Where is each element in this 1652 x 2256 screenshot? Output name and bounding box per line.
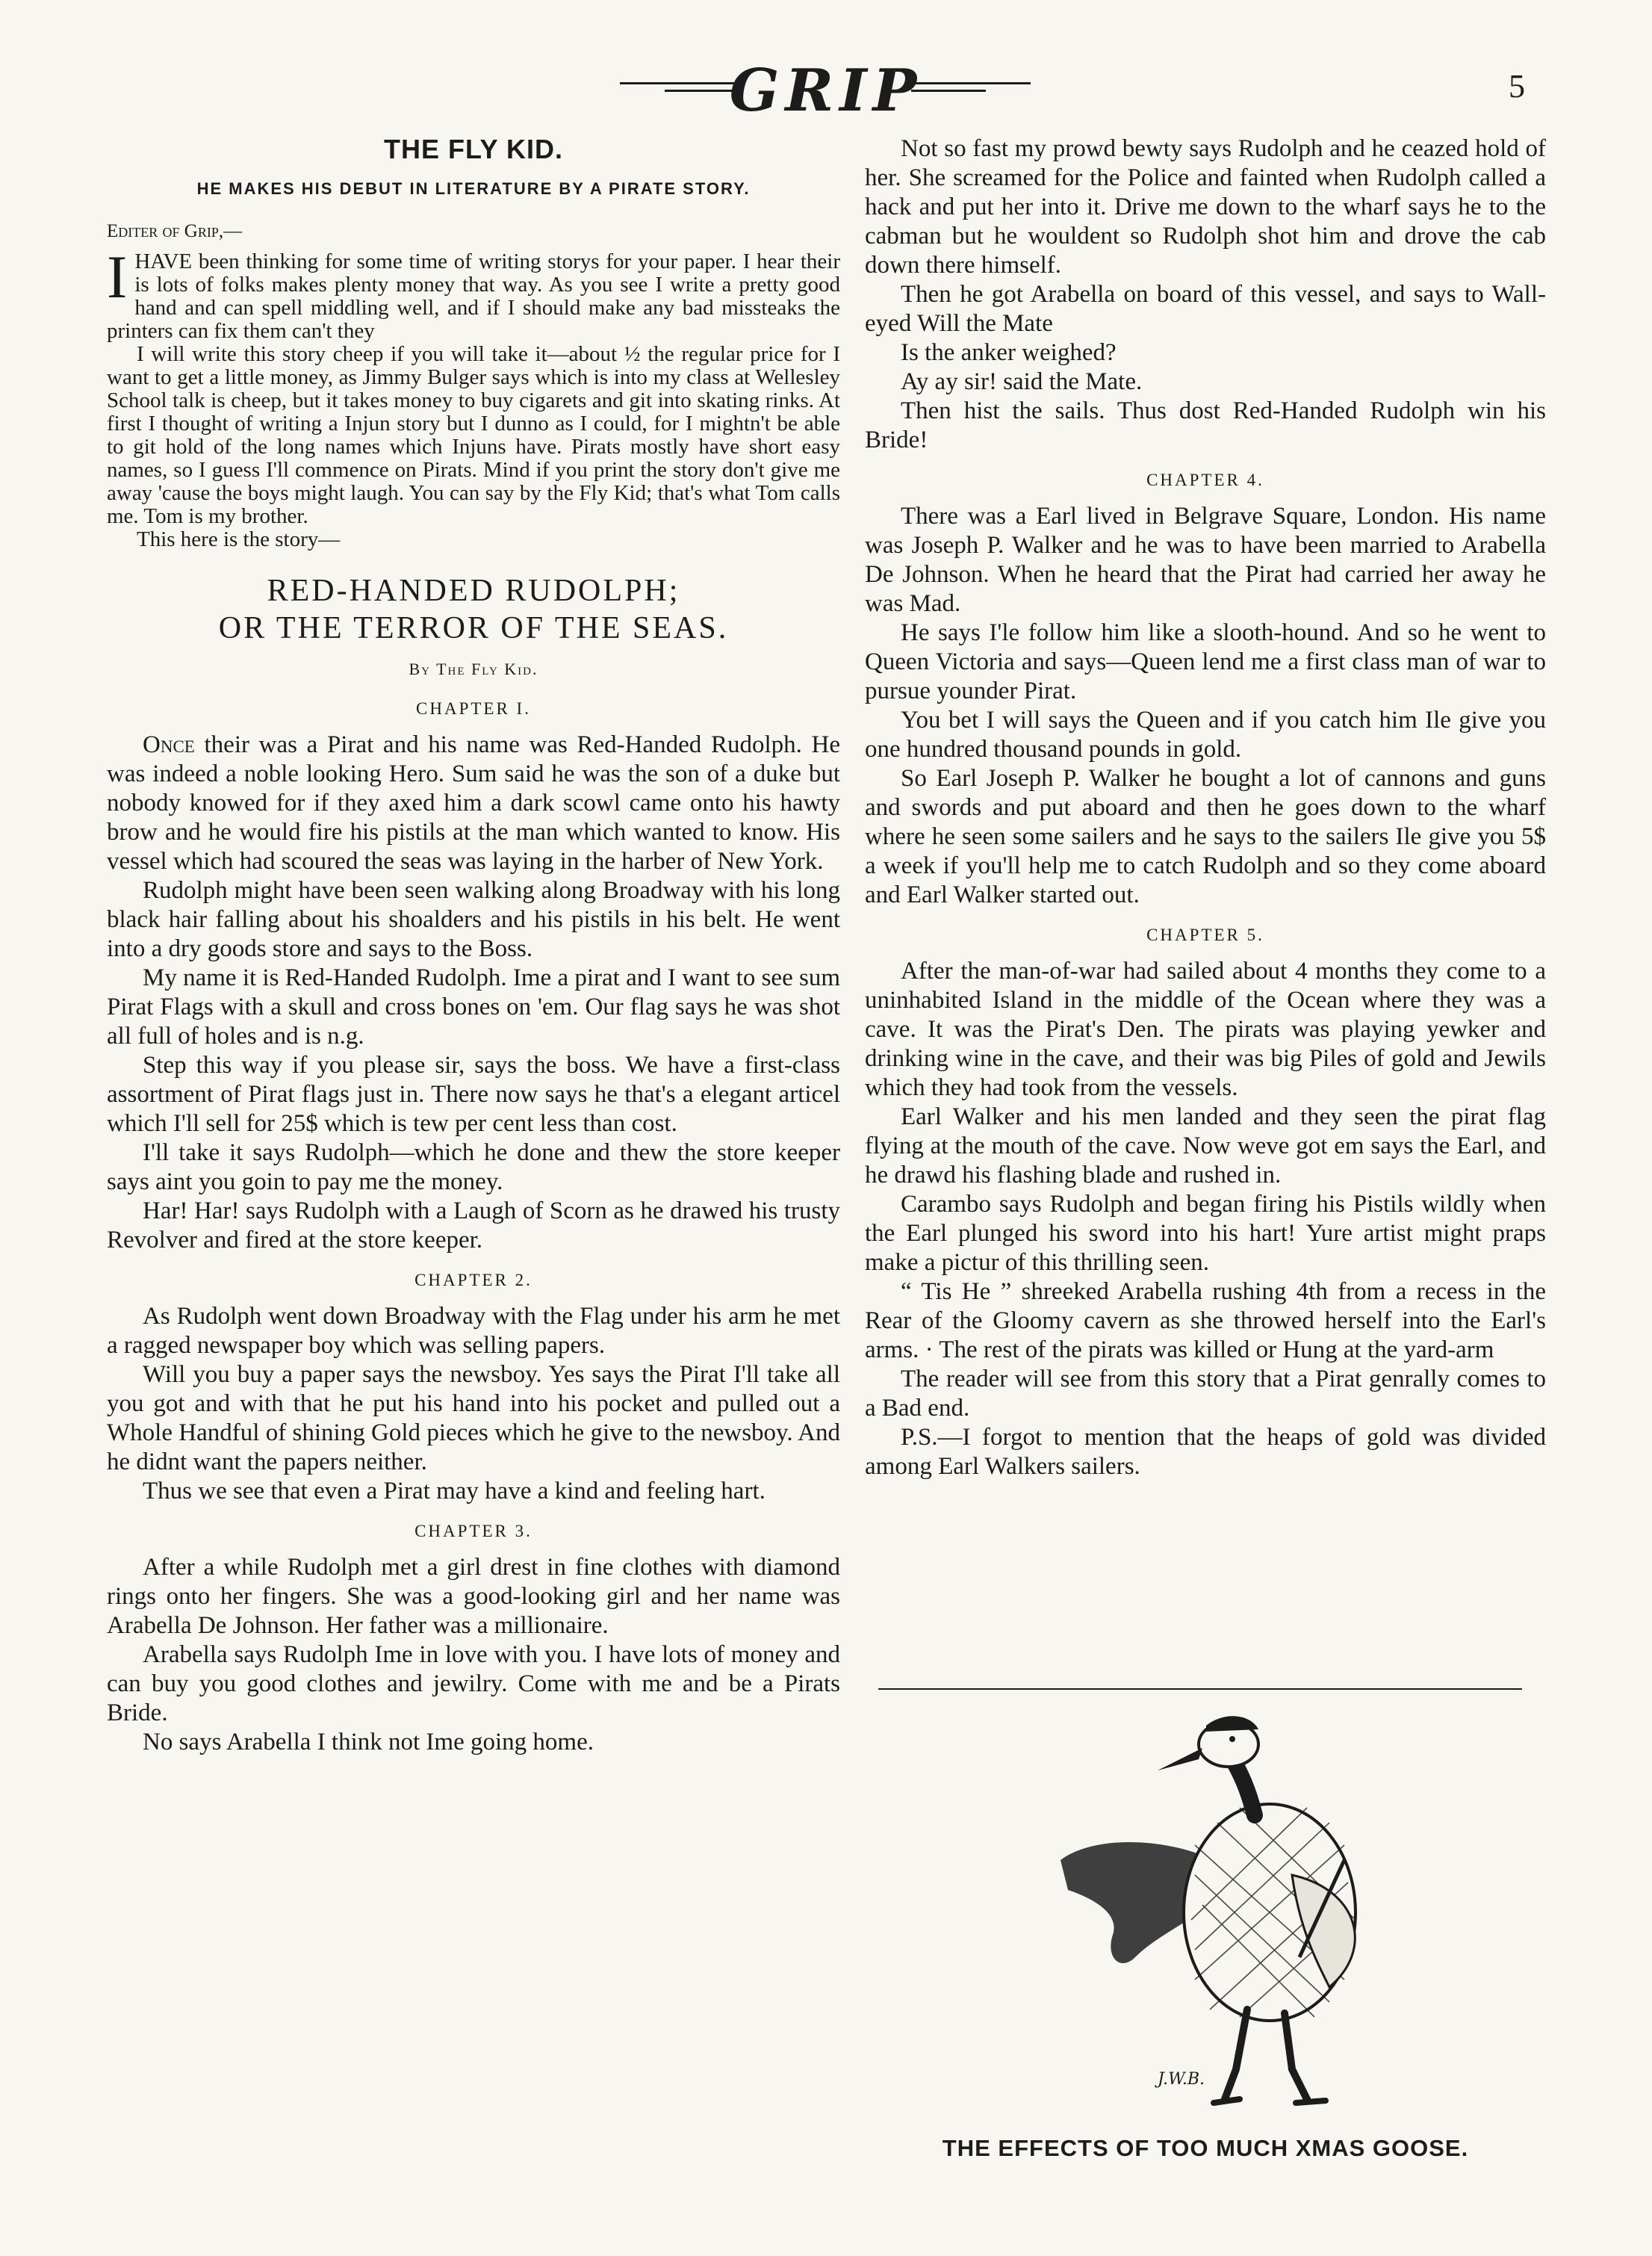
story-paragraph: Rudolph might have been seen walking along Broadway with his long black hair falling about his shoalders and his pistils in his belt. He went into a dry goods store and says to the Boss. — [107, 877, 840, 962]
letter — [107, 243, 840, 551]
goose-foot-left — [1214, 2099, 1240, 2103]
story-paragraph: Arabella says Rudolph Ime in love with you. I have lots of money and can buy you good clothes and jewilry. Come with me and be a Pirats Bride. — [107, 1641, 840, 1726]
artist-signature: J.W.B. — [1158, 2070, 1205, 2089]
chapter-heading: CHAPTER 3. — [414, 1522, 532, 1540]
goose-caricature-illustration — [1046, 1711, 1434, 2129]
story-paragraph: No says Arabella I think not Ime going home. — [143, 1729, 594, 1755]
story-paragraph: Carambo says Rudolph and began firing his Pistils wildly when the Earl plunged his sword into his hart! Yure artist might praps make a pictur of this thrilling seen. — [865, 1191, 1546, 1276]
story-paragraph: Ay ay sir! said the Mate. — [901, 368, 1143, 395]
masthead — [0, 52, 1652, 127]
letter-paragraph: This here is the story— — [137, 527, 341, 551]
story-paragraph: I'll take it says Rudolph—which he done and thew the store keeper says aint you goin to pay me the money. — [107, 1139, 840, 1195]
story-paragraph: Then hist the sails. Thus dost Red-Handed Rudolph win his Bride! — [865, 397, 1546, 453]
story-paragraph: Earl Walker and his men landed and they seen the pirat flag flying at the mouth of the cave. Now weve got em says the Earl, and he drawd his flashing blade and rushed in. — [865, 1103, 1546, 1189]
drop-cap: I — [107, 243, 128, 311]
left-column — [107, 134, 840, 1757]
goose-cap — [1206, 1716, 1258, 1732]
story-paragraph: So Earl Joseph P. Walker he bought a lot of cannons and guns and swords and put aboard and then he goes down to the wharf where he seen some sailers and he says to the sailers Ile give you 5$ a week if you'll help me to catch Rudolph and so they come aboard and Earl Walker started out. — [865, 765, 1546, 908]
article-title: THE FLY KID. — [383, 134, 564, 164]
chapter-heading: CHAPTER 4. — [1146, 471, 1264, 489]
story-paragraph: There was a Earl lived in Belgrave Square, London. His name was Joseph P. Walker and he was to have been married to Arabella De Johnson. When he heard that the Pirat had carried her away he was Mad. — [865, 503, 1546, 617]
story-paragraph: Not so fast my prowd bewty says Rudolph and he ceazed hold of her. She screamed for the Police and fainted when Rudolph called a hack and put her into it. Drive me down to the wharf says he to the cabman but he wouldent so Rudolph shot him and drove the cab down there himself. — [865, 135, 1546, 279]
salutation: Editer of Grip,— — [107, 221, 243, 241]
story-paragraph: Then he got Arabella on board of this vessel, and says to Wall-eyed Will the Mate — [865, 281, 1546, 337]
article-subtitle: HE MAKES HIS DEBUT IN LITERATURE BY A PIRATE STORY. — [196, 179, 751, 198]
goose-eye — [1229, 1736, 1235, 1742]
story-paragraph: Har! Har! says Rudolph with a Laugh of Scorn as he drawed his trusty Revolver and fired at the store keeper. — [107, 1197, 840, 1253]
story-paragraph: You bet I will says the Queen and if you catch him Ile give you one hundred thousand pounds in gold. — [865, 707, 1546, 763]
page-number: 5 — [1509, 68, 1525, 105]
story-paragraph: My name it is Red-Handed Rudolph. Ime a pirat and I want to see sum Pirat Flags with a skull and cross bones on 'em. Our flag says he was shot all full of holes and is n.g. — [107, 964, 840, 1050]
story-paragraph: Once their was a Pirat and his name was Red-Handed Rudolph. He was indeed a noble looking Hero. Sum said he was the son of a duke but nobody knowed for if they axed him a dark scowl came onto his hawty brow and he would fire his pistils at the man which wanted to know. His vessel which had scoured the seas was laying in the harber of New York. — [107, 731, 841, 875]
story-paragraph: P.S.—I forgot to mention that the heaps of gold was divided among Earl Walkers sailers. — [865, 1424, 1546, 1480]
chapter-heading: CHAPTER 5. — [1146, 926, 1264, 944]
story-paragraph: He says I'le follow him like a slooth-hound. And so he went to Queen Victoria and says—Queen lend me a first class man of war to pursue younder Pirat. — [865, 619, 1546, 704]
story-paragraph: Will you buy a paper says the newsboy. Yes says the Pirat I'll take all you got and with that he put his hand into his pocket and pulled out a Whole Handful of shining Gold pieces which he give to the newsboy. And he didnt want the papers neither. — [107, 1361, 840, 1475]
story-paragraph: The reader will see from this story that a Pirat genrally comes to a Bad end. — [865, 1366, 1546, 1422]
story-title: RED-HANDED RUDOLPH; OR THE TERROR OF THE SEAS. — [218, 574, 729, 645]
chapter-heading: CHAPTER 2. — [414, 1271, 532, 1289]
masthead-title: GRIP — [729, 57, 923, 125]
story-paragraph: “ Tis He ” shreeked Arabella rushing 4th from a recess in the Rear of the Gloomy cavern as she throwed herself into the Earl's arms. · The rest of the pirats was killed or Hung at the yard-arm — [865, 1278, 1546, 1363]
goose-leg-left — [1225, 2009, 1247, 2099]
story-paragraph: Step this way if you please sir, says the boss. We have a first-class assortment of Pirat flags just in. There now says he that's a elegant articel which I'll sell for 25$ which is tew per cent less than cost. — [107, 1052, 840, 1137]
byline: By The Fly Kid. — [409, 660, 538, 678]
letter-paragraph: IHAVE been thinking for some time of writing storys for your paper. I hear their is lots of folks makes plenty money that way. As you see I write a pretty good hand and can spell middling well, and if I should make any bad missteaks the printers can fix them can't they — [107, 243, 840, 343]
letter-paragraph: I will write this story cheep if you will take it—about ½ the regular price for I want to get a little money, as Jimmy Bulger says which is into my class at Wellesley School talk is cheep, but it takes money to buy cigarets and git into skating rinks. At first I thought of writing a Injun story but I dunno as I could, for I mightn't be able to git hold of the long names which Injuns have. Pirats mostly have short easy names, so I guess I'll commence on Pirats. Mind if you print the story don't give me away 'cause the boys might laugh. You can say by the Fly Kid; that's what Tom calls me. Tom is my brother. — [107, 342, 840, 528]
goose-leg-right — [1285, 2013, 1307, 2099]
story-paragraph: As Rudolph went down Broadway with the Flag under his arm he met a ragged newspaper boy which was selling papers. — [107, 1303, 840, 1359]
goose-beak — [1158, 1748, 1202, 1770]
story-paragraph: Thus we see that even a Pirat may have a kind and feeling hart. — [143, 1478, 766, 1504]
chapter-heading: CHAPTER I. — [416, 699, 531, 718]
section-rule — [878, 1688, 1522, 1690]
right-column — [865, 134, 1546, 1481]
story-paragraph: Is the anker weighed? — [901, 339, 1117, 366]
story-paragraph: After a while Rudolph met a girl drest in fine clothes with diamond rings onto her fingers. She was a good-looking girl and her name was Arabella De Johnson. Her father was a millionaire. — [107, 1554, 840, 1639]
goose-foot-right — [1296, 2101, 1326, 2103]
story-paragraph: After the man-of-war had sailed about 4 months they come to a uninhabited Island in the middle of the Ocean where they was a cave. It was the Pirat's Den. The pirats was playing yewker and drinking wine in the cave, and their was big Piles of gold and Jewils which they had took from the vessels. — [865, 958, 1546, 1101]
illustration-caption: THE EFFECTS OF TOO MUCH XMAS GOOSE. — [942, 2135, 1469, 2161]
